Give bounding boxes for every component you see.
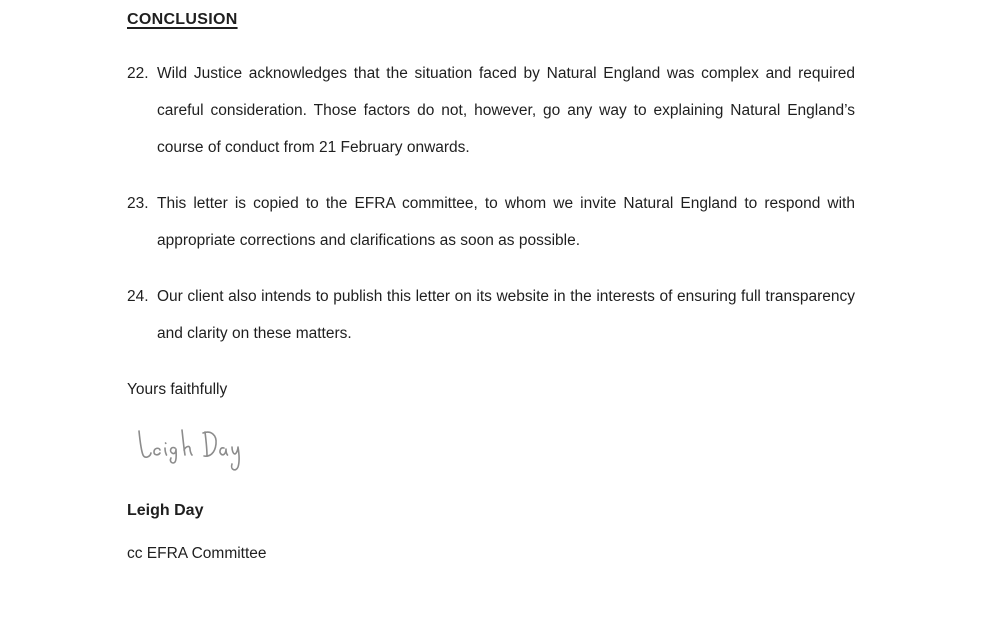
signature-drawing: [130, 423, 242, 481]
paragraph-text: Wild Justice acknowledges that the situation faced by Natural England was complex and required careful consideration. Those factors do not, however, go any way to explaining Natural England’s course of conduct from 21 February onwards.: [157, 65, 855, 156]
closing-salutation: Yours faithfully: [127, 381, 228, 398]
paragraph-number: 24.: [127, 288, 149, 305]
paragraph-text: Our client also intends to publish this letter on its website in the interests of ensuring full transparency and clarity on these matters.: [157, 288, 855, 342]
cc-line: cc EFRA Committee: [127, 545, 267, 562]
paragraph-number: 23.: [127, 195, 149, 212]
signatory-name: Leigh Day: [127, 502, 204, 519]
numbered-paragraph: [127, 55, 855, 166]
paragraph-number: 22.: [127, 65, 149, 82]
section-heading: CONCLUSION: [127, 11, 238, 28]
numbered-paragraph: [127, 185, 855, 259]
numbered-paragraph: [127, 278, 855, 352]
paragraph-text: This letter is copied to the EFRA committee, to whom we invite Natural England to respond with appropriate corrections and clarifications as soon as possible.: [157, 195, 855, 249]
handwritten-signature-image: [127, 423, 855, 481]
